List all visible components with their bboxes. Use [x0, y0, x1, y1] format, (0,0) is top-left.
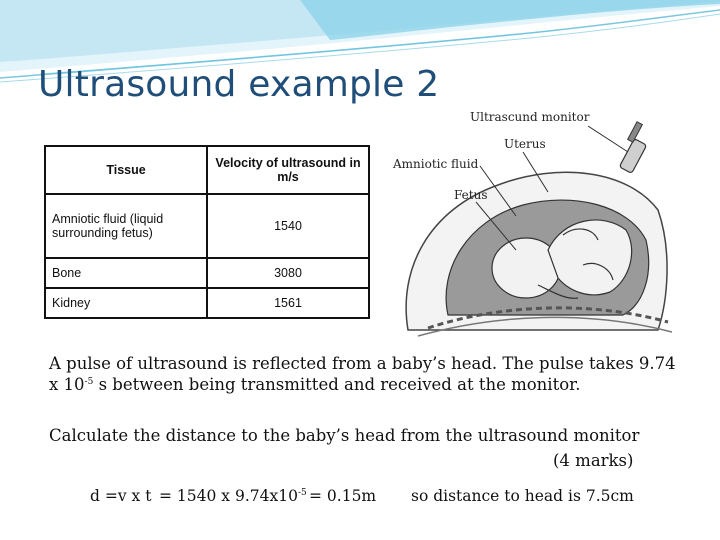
answer-result: = 0.15m — [309, 487, 377, 505]
question-text-end: s between being transmitted and received at the monitor. — [93, 375, 581, 394]
table-header-velocity: Velocity of ultrasound in m/s — [207, 146, 369, 194]
marks-label: (4 marks) — [553, 451, 634, 470]
fetus-illustration — [388, 100, 672, 340]
velocity-cell: 1540 — [207, 194, 369, 258]
label-amniotic-fluid: Amniotic fluid — [393, 157, 479, 171]
label-fetus: Fetus — [454, 188, 488, 202]
slide-title: Ultrasound example 2 — [38, 64, 440, 105]
tissue-cell: Bone — [45, 258, 207, 288]
question-exponent: -5 — [84, 377, 94, 387]
answer-conclusion: so distance to head is 7.5cm — [411, 487, 634, 505]
answer-substitution — [159, 487, 307, 505]
table-row — [45, 194, 369, 258]
answer-substitution-base: = 1540 x 9.74x10 — [159, 487, 298, 505]
velocity-cell: 3080 — [207, 258, 369, 288]
answer-exponent: -5 — [297, 488, 307, 498]
tissue-cell: Kidney — [45, 288, 207, 318]
tissue-velocity-table — [44, 145, 370, 319]
velocity-cell: 1561 — [207, 288, 369, 318]
ultrasound-diagram — [388, 100, 672, 340]
table-row — [45, 288, 369, 318]
table-header-row — [45, 146, 369, 194]
table-row — [45, 258, 369, 288]
calculate-prompt: Calculate the distance to the baby’s head from the ultrasound monitor — [49, 426, 640, 445]
tissue-cell: Amniotic fluid (liquid surrounding fetus) — [45, 194, 207, 258]
question-text-start: A pulse of ultrasound is reflected from a baby’s head. The pulse takes 9.74 x 10 — [49, 354, 676, 394]
table-header-tissue: Tissue — [45, 146, 207, 194]
label-uterus: Uterus — [504, 137, 546, 151]
question-text — [49, 353, 689, 395]
label-ultrasound-monitor: Ultrascund monitor — [470, 110, 590, 124]
answer-formula: d =v x t — [90, 487, 152, 505]
